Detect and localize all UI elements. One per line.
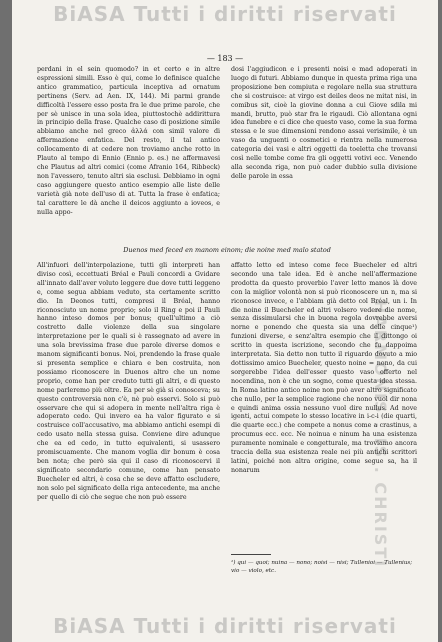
column-left-bottom bbox=[37, 262, 220, 502]
column-right-top bbox=[231, 66, 417, 182]
footnote-rule bbox=[231, 554, 271, 555]
column-left-top bbox=[37, 66, 220, 217]
footnote: ¹) qui — quoi; nuina — nono; noisi — nisi; Tullenioi — Tullenius; vio — violo, etc. bbox=[231, 560, 413, 574]
watermark-top: BiASA Tutti i diritti riservati bbox=[53, 2, 397, 26]
watermark-side: HARMONIS . IS . CHRISTI bbox=[371, 300, 390, 569]
paragraph: dosi l'aggiudicon e i presenti noisi e mad adoperati in luogo di futuri. Abbiamo dunque in questa prima riga una proposizione ben compiuta e regolare nella sua struttura che si costruisce: at virgo est deiles deos ne mitat nisi, in comibus sit, cioè la giovine donna a cui Giove sdila mi mandi, brutto, può star fra le rigaudi. Ciò allontana ogni idea funebre e ci dice che questo vaso, come la sua forma stessa e le sue dimensioni rendono assai verisimile, è un vaso da unguenti o cosmetici e rientra nella numerosa categoria dei vasi e altri oggetti da toeletta che trovansi così nelle tombe come fra gli oggetti votivi ecc. Venendo alla seconda riga, non può cader dubbio sulla divisione delle parole in essa bbox=[231, 66, 417, 180]
paragraph: perdani in el sein quomodo? in et certo e in altre espressioni simili. Esso è qui, come lo definisce qualche antico grammatico, particula inceptiva ad ornatum pertinens (Serv. ad Aen. IX, 144). Mi parmi grande difficoltà l'essere esso posta fra le due prime parole, che per sè unisce in una sola idea, piuttostochè addirittura in principio della frase. Qualche caso di posizione simile abbiamo anche nel greco ἀλλά con simil valore di affermazione enfatica. Del resto, il tal antico collocamento di at cedere non troviamo anche rotto in Plauto al tempo di Ennio (Ennio p. es.) ne affermavesi che Plautus ad altri comici (come Afranio 164, Ribbeck) non l'avessero, tenuto altri sia esclusi. Debbiamo in ogni caso aggiungere questo antico esempio alle liste delle varietà già note dell'uso di at. Tutta la frase è enfatica; tal carattere le dà anche il deicos aggiunto a ioveos, e nulla appo- bbox=[37, 66, 220, 216]
paragraph: All'infuori dell'interpolazione, tutti gli interpreti han diviso così, eccettuati Bréal e Pauli concordi a Gvidare all'innato dall'aver voluto leggere due dove tutti leggeno e, come segua abbiam veduto, sta certamente scritto dio. In Deonos tutti, compresi il Bréal, hanno riconosciuto un nome proprio; solo il Ring e poi il Pauli hanno inteso domos per bonus; quell'ultimo a ciò costretto dalle violenze della sua singolare interpretazione per le quali si è rassegnato ad avere in una sola brevissima frase due parole diverse domos e manom significanti bonus. Noi, prendendo la frase quale si presenta semplice e chiara e ben costruita, non possiamo riconoscere in Duenos altro che un nome proprio, come han per creduto tutti gli altri, e di questo nome parleremo più oltre. Ea per sè già si conosceva; su questo controversia non c'è, nè può esservi. Solo si può osservare che qui si adopera in mente nell'altra riga è adoperato cedo. Qui invero ea ha valor figurato e si costruisce coll'accusativo, ma abbiamo antichi esempi di cedo usato nella stessa guisa. Conviene dire adunque che ea ed cedo, in tutto equivalenti, si usassero promiscuamente. Che manom voglia dir bonum è cosa ben nota; che però sia qui il caso di riconoscervi il significato secondario comune, come han pensato Buecheler ed altri, è cosa che se deve affatto escludere, non solo pel significato della riga antecedente, ma anche per quello di ciò che segue che non può essere bbox=[37, 262, 220, 501]
page-number: — 183 — bbox=[206, 54, 244, 63]
section-heading: Duenos med feced en manom einom; die noine med malo statod bbox=[123, 246, 331, 254]
watermark-bottom: BiASA Tutti i diritti riservati bbox=[53, 614, 397, 638]
paragraph: affatto letto ed inteso come fece Buecheler ed altri secondo una tale idea. Ed è anche nell'affermazione prodotta da questo proverbio l'aver letto manos là dove con la miglior volontà non si può riconoscere un n, ma si riconosce invece, e l'abbiam già detto col Bréal, un i. In die noine il Buecheler ed altri volsero vedere die nome, senza dissimularsi che in buona regola dovrebbe aversi norne e ponendo che questa sia una delle cinque¹) funzioni diverse, e senz'altra esempio che il dittongo oi scritto in questa iscrizione, secondo che fu dappoima interpretata. Sia detto non tutto il riguardo dovuto a mio dottissimo amico Buecheler, questo noine = nono, da cui sorgerebbe l'idea dell'esser questo vaso offerto nel nocendina, non è che un sogno, come questa idea stessa. In Roma latino antico noine non può aver altro significato che nullo, per la semplice ragione che nono vuol dir nona e quindi anima ossia nessuno vuol dire nullus. Ad nove igenti, actui compete lo stesso locative in i-c-i (die quarti, die quarte ecc.) che compete a nonus come a crastinus, a procumus ecc. ecc. Ne noinua e ninum ha una esistenza puramente nominale e congetturale, ma troviamo ancora traccia della sua esistenza reale nei più antichi scrittori latini, poiché non altra origine, come segue sa, ha il nonarum bbox=[231, 262, 417, 474]
column-right-bottom bbox=[231, 262, 417, 476]
document-page bbox=[12, 0, 438, 642]
